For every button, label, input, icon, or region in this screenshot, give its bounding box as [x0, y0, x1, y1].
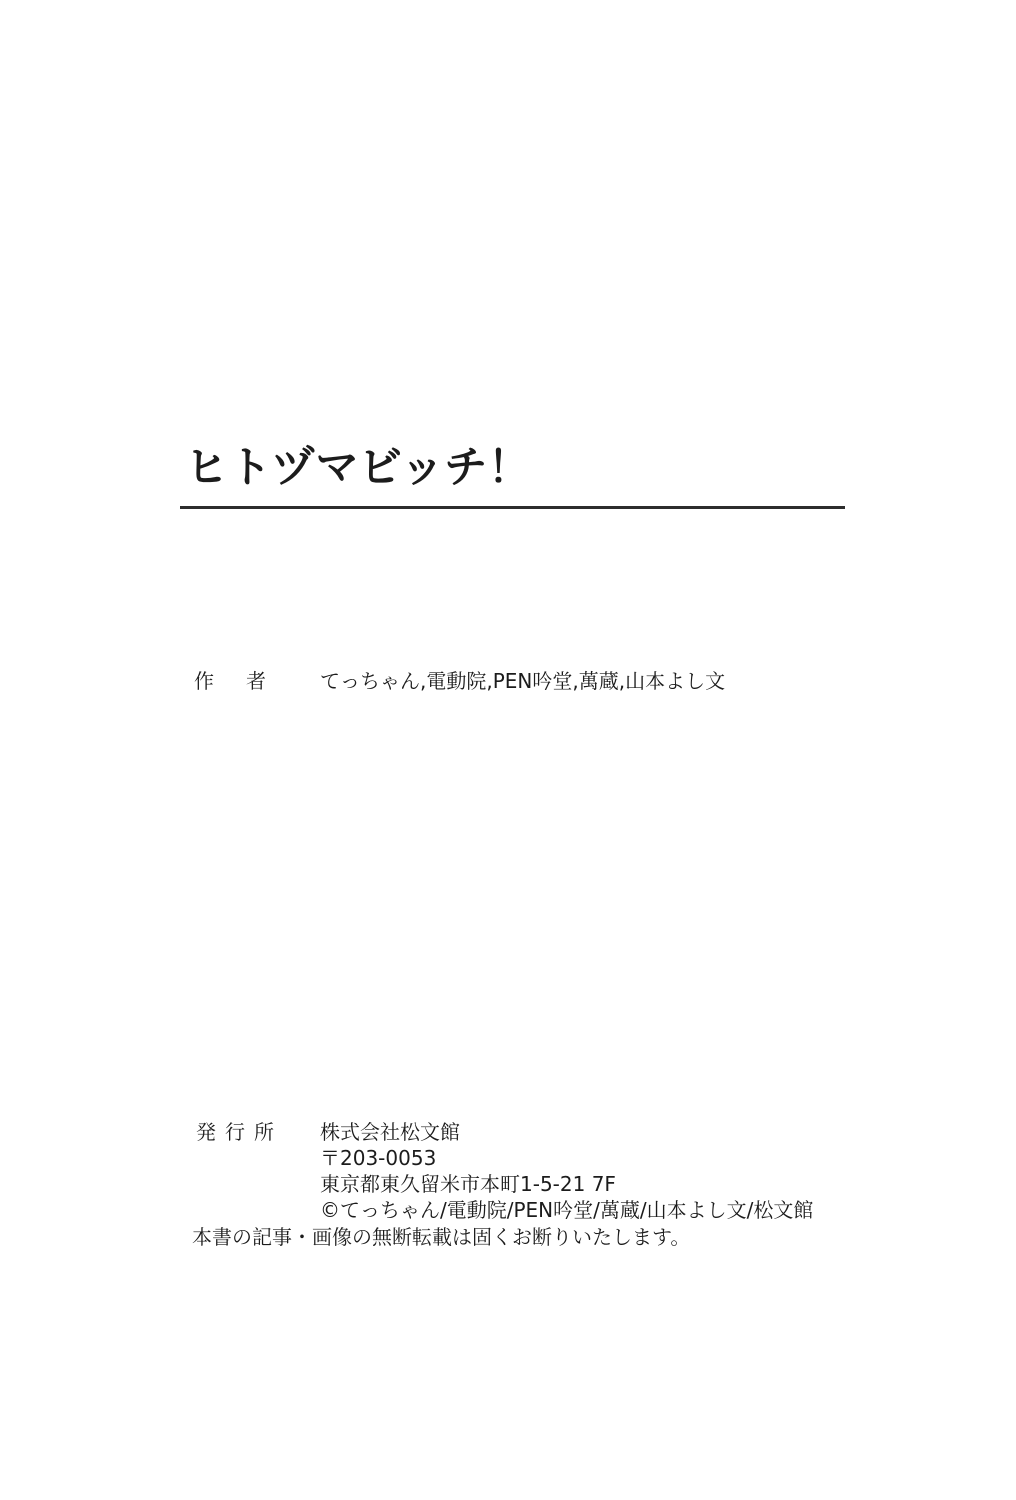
publisher-name: 株式会社松文館 [320, 1120, 460, 1144]
reprint-prohibition-notice: 本書の記事・画像の無断転載は固くお断りいたします。 [192, 1225, 691, 1249]
author-names: てっちゃん,電動院,PEN吟堂,萬蔵,山本よし文 [320, 669, 726, 693]
publisher-postal-code: 〒203-0053 [320, 1146, 437, 1170]
title-underline-rule [180, 506, 845, 509]
copyright-line: ©てっちゃん/電動院/PEN吟堂/萬蔵/山本よし文/松文館 [320, 1198, 814, 1222]
publisher-label-char-3: 所 [254, 1120, 274, 1144]
author-label-char-1: 作 [194, 669, 214, 693]
publisher-label [196, 1119, 274, 1145]
author-label [194, 668, 266, 694]
book-title: ヒトヅマビッチ！ [185, 443, 532, 493]
publisher-label-char-2: 行 [225, 1120, 245, 1144]
publisher-address: 東京都東久留米市本町1-5-21 7F [320, 1172, 616, 1196]
author-label-char-2: 者 [246, 669, 266, 693]
publisher-label-char-1: 発 [196, 1120, 216, 1144]
publisher-info [320, 1119, 813, 1223]
